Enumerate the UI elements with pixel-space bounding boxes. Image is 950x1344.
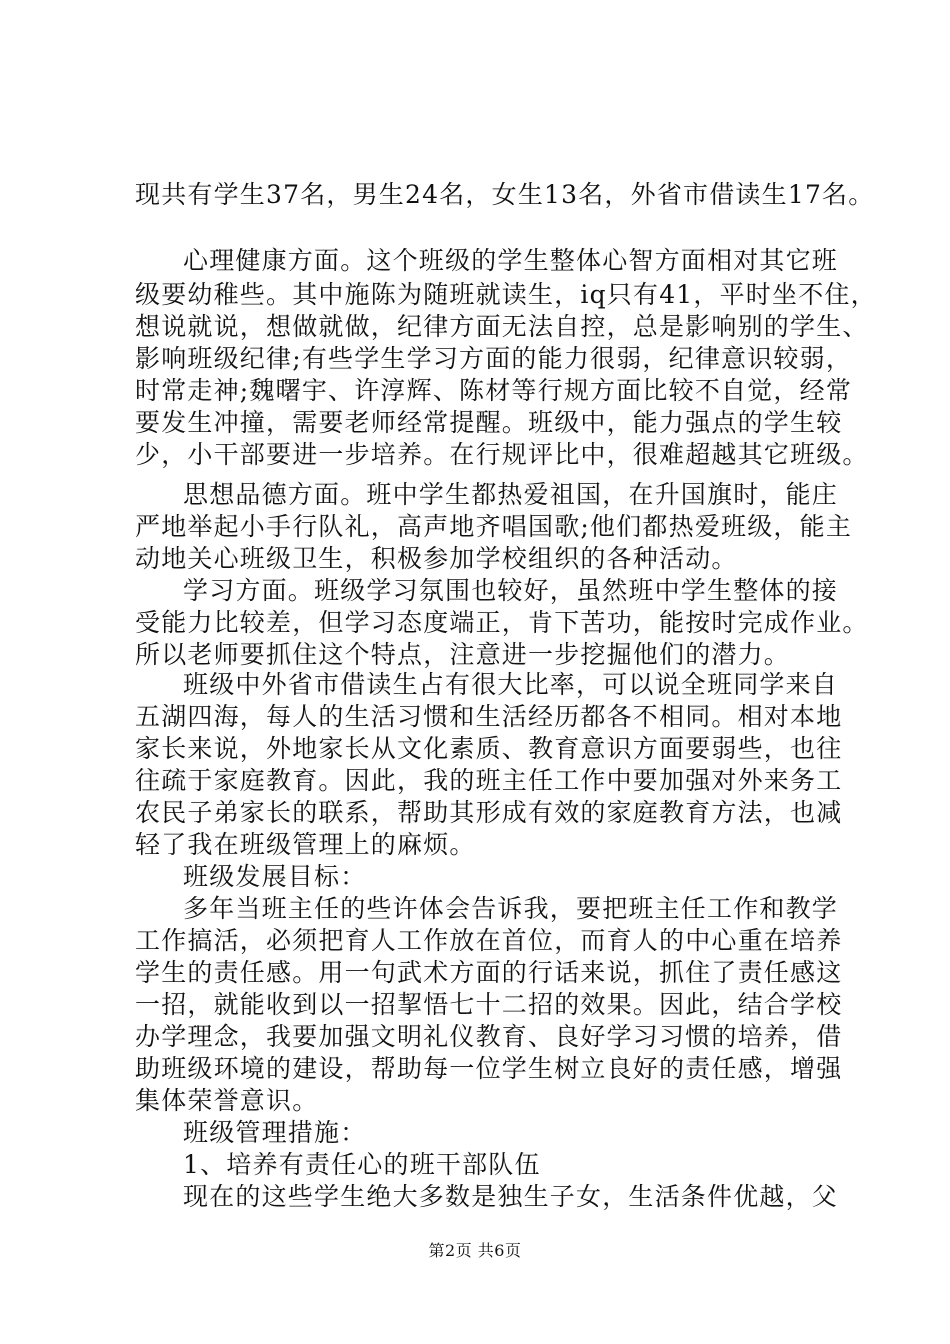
paragraph-study-line-2: 受能力比较差，但学习态度端正，肯下苦功，能按时完成作业。 — [135, 608, 869, 637]
paragraph-migrant-line-1: 班级中外省市借读生占有很大比率，可以说全班同学来自 — [183, 670, 839, 699]
paragraph-mental-health-line-5: 时常走神;魏曙宇、许淳辉、陈材等行规方面比较不自觉，经常 — [135, 376, 853, 405]
paragraph-study-line-1: 学习方面。班级学习氛围也较好，虽然班中学生整体的接 — [183, 576, 839, 605]
paragraph-goals-line-3: 学生的责任感。用一句武术方面的行话来说，抓住了责任感这 — [135, 958, 843, 987]
paragraph-mental-health-line-7: 少，小干部要进一步培养。在行规评比中，很难超越其它班级。 — [135, 440, 869, 469]
heading-cadre-team: 1、培养有责任心的班干部队伍 — [183, 1150, 541, 1179]
paragraph-goals-line-2: 工作搞活，必须把育人工作放在首位，而育人的中心重在培养 — [135, 926, 843, 955]
page-footer: 第2页 共6页 — [428, 1241, 522, 1260]
paragraph-goals-line-5: 办学理念，我要加强文明礼仪教育、良好学习习惯的培养，借 — [135, 1022, 843, 1051]
paragraph-mental-health-line-3: 想说就说，想做就做，纪律方面无法自控，总是影响别的学生、 — [135, 312, 869, 341]
paragraph-migrant-line-4: 往疏于家庭教育。因此，我的班主任工作中要加强对外来务工 — [135, 766, 843, 795]
paragraph-migrant-line-5: 农民子弟家长的联系，帮助其形成有效的家庭教育方法，也减 — [135, 798, 843, 827]
paragraph-cadre-line-1: 现在的这些学生绝大多数是独生子女，生活条件优越，父 — [183, 1182, 839, 1211]
paragraph-migrant-line-3: 家长来说，外地家长从文化素质、教育意识方面要弱些，也往 — [135, 734, 843, 763]
paragraph-mental-health-line-6: 要发生冲撞，需要老师经常提醒。班级中，能力强点的学生较 — [135, 408, 843, 437]
paragraph-goals-line-7: 集体荣誉意识。 — [135, 1086, 319, 1115]
paragraph-migrant-line-2: 五湖四海，每人的生活习惯和生活经历都各不相同。相对本地 — [135, 702, 843, 731]
heading-class-management: 班级管理措施： — [183, 1118, 367, 1147]
paragraph-student-count: 现共有学生37名，男生24名，女生13名，外省市借读生17名。 — [135, 180, 875, 209]
paragraph-mental-health-line-4: 影响班级纪律;有些学生学习方面的能力很弱，纪律意识较弱， — [135, 344, 853, 373]
paragraph-goals-line-6: 助班级环境的建设，帮助每一位学生树立良好的责任感，增强 — [135, 1054, 843, 1083]
paragraph-moral-line-1: 思想品德方面。班中学生都热爱祖国，在升国旗时，能庄 — [183, 480, 839, 509]
paragraph-mental-health-line-1: 心理健康方面。这个班级的学生整体心智方面相对其它班 — [183, 246, 839, 275]
paragraph-mental-health-line-2: 级要幼稚些。其中施陈为随班就读生，iq只有41，平时坐不住， — [135, 280, 877, 309]
heading-class-goals: 班级发展目标： — [183, 862, 367, 891]
paragraph-goals-line-4: 一招，就能收到以一招挈悟七十二招的效果。因此，结合学校 — [135, 990, 843, 1019]
paragraph-goals-line-1: 多年当班主任的些许体会告诉我，要把班主任工作和教学 — [183, 894, 839, 923]
paragraph-moral-line-2: 严地举起小手行队礼，高声地齐唱国歌;他们都热爱班级，能主 — [135, 512, 853, 541]
paragraph-migrant-line-6: 轻了我在班级管理上的麻烦。 — [135, 830, 476, 859]
paragraph-moral-line-3: 动地关心班级卫生，积极参加学校组织的各种活动。 — [135, 544, 738, 573]
paragraph-study-line-3: 所以老师要抓住这个特点，注意进一步挖掘他们的潜力。 — [135, 640, 791, 669]
